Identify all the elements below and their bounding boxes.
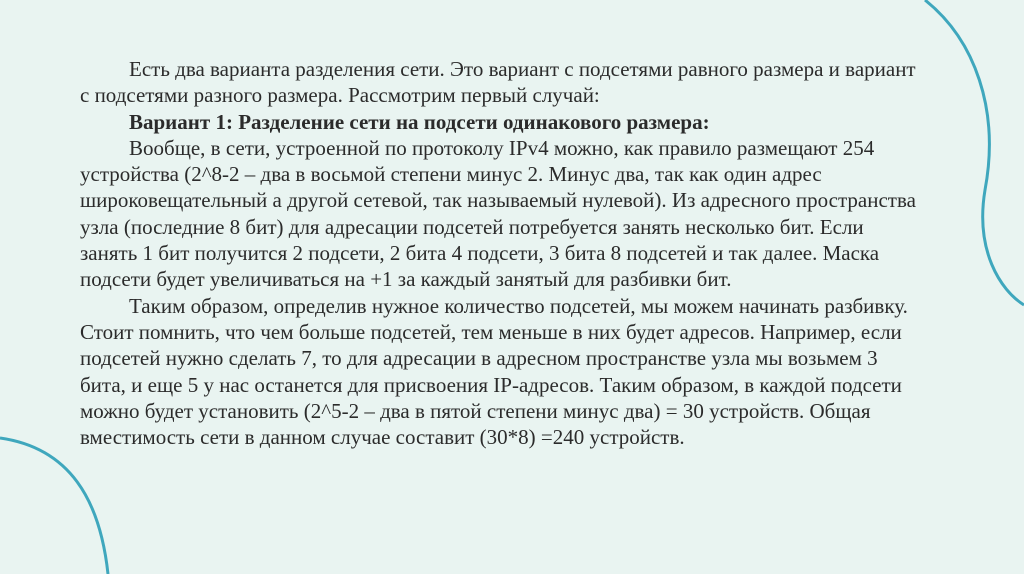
- text-line-14: можно будет установить (2^5-2 – два в пятой степени минус два) = 30 устройств. Общая: [80, 398, 871, 423]
- text-line-4: Вообще, в сети, устроенной по протоколу IPv4 можно, как правило размещают 254: [129, 135, 875, 160]
- section-heading: Вариант 1: Разделение сети на подсети одинакового размера:: [129, 109, 710, 134]
- text-line-7: узла (последние 8 бит) для адресации подсетей потребуется занять несколько бит. Если: [80, 214, 864, 239]
- text-line-9: подсети будет увеличиваться на +1 за каждый занятый для разбивки бит.: [80, 267, 732, 292]
- text-line-10: Таким образом, определив нужное количество подсетей, мы можем начинать разбивку.: [129, 293, 908, 318]
- text-line-6: широковещательный а другой сетевой, так называемый нулевой). Из адресного пространства: [80, 188, 916, 213]
- text-line-2: с подсетями разного размера. Рассмотрим первый случай:: [80, 83, 600, 108]
- body-text: [80, 56, 950, 450]
- text-line-12: подсетей нужно сделать 7, то для адресации в адресном пространстве узла мы возьмем 3: [80, 346, 878, 371]
- bottom-left-curve: [0, 438, 108, 574]
- text-line-15: вместимость сети в данном случае составит (30*8) =240 устройств.: [80, 425, 685, 450]
- text-line-11: Стоит помнить, что чем больше подсетей, тем меньше в них будет адресов. Например, если: [80, 319, 902, 344]
- text-line-8: занять 1 бит получится 2 подсети, 2 бита 4 подсети, 3 бита 8 подсетей и так далее. Маска: [80, 241, 880, 266]
- text-line-1: Есть два варианта разделения сети. Это вариант с подсетями равного размера и вариант: [129, 57, 916, 81]
- text-line-13: бита, и еще 5 у нас останется для присвоения IP-адресов. Таким образом, в каждой подсети: [80, 372, 902, 397]
- text-line-5: устройства (2^8-2 – два в восьмой степени минус 2. Минус два, так как один адрес: [80, 162, 822, 187]
